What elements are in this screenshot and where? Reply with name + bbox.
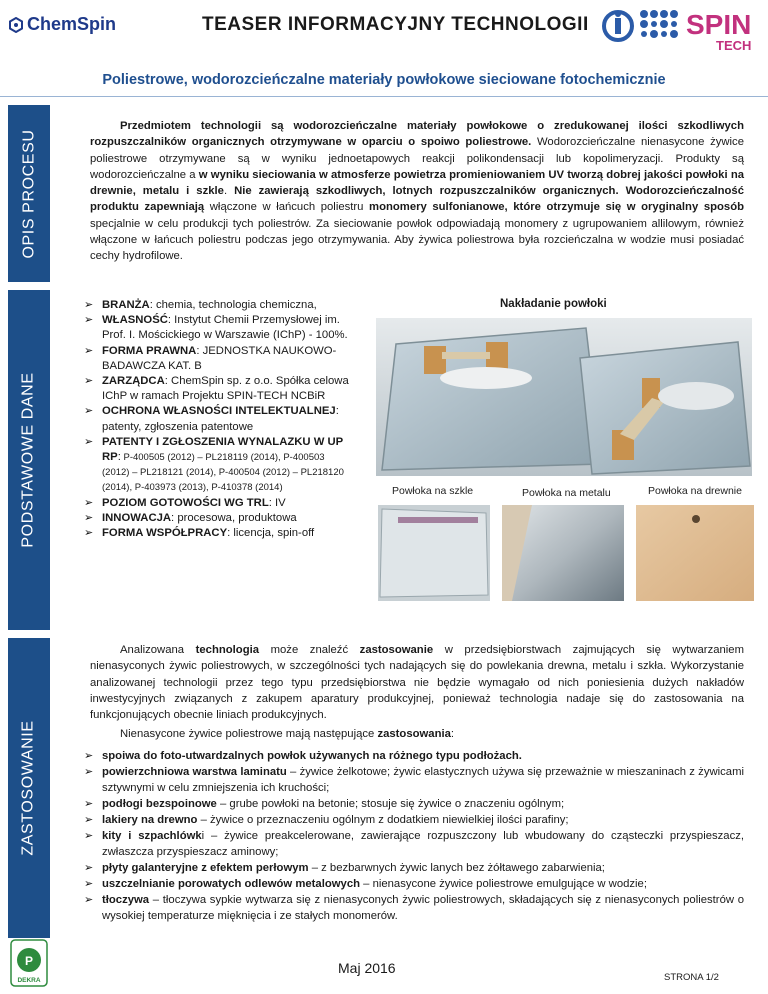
footer-date: Maj 2016 bbox=[338, 960, 396, 976]
opis-bold-3: Nie zawierają szkodliwych, lotnych rozpuszczalników organicznych. Wodorozcieńczalność produktu zapewniają bbox=[90, 185, 744, 214]
item-text: : procesowa, produktowa bbox=[171, 511, 297, 524]
opis-text-3: włączone w łańcuch poliestru bbox=[204, 201, 370, 214]
dekra-certificate-badge bbox=[9, 938, 49, 988]
list-item bbox=[84, 860, 744, 876]
wood-sample-photo bbox=[636, 505, 754, 601]
item-text: : JEDNOSTKA NAUKOWO-BADAWCZA KAT. B bbox=[102, 344, 337, 372]
item-label: INNOWACJA bbox=[102, 511, 172, 524]
page-title-text: TEASER INFORMACYJNY TECHNOLOGII bbox=[202, 14, 589, 35]
page-title bbox=[202, 14, 589, 36]
spin-tech-logo bbox=[602, 4, 762, 54]
item-text: – grube powłoki na betonie; stosuje się żywice o znaczeniu ogólnym; bbox=[216, 798, 565, 810]
item-text: : Instytut Chemii Przemysłowej im. Prof. I. Mościckiego w Warszawie (IChP) - 100%. bbox=[102, 314, 348, 342]
list-item bbox=[84, 404, 350, 434]
zastosowanie-intro bbox=[120, 726, 740, 742]
opis-bold-4: monomery sulfonianowe, które otrzymuje się w oryginalny sposób bbox=[369, 201, 744, 214]
item-patents: P-400505 (2012) – PL218119 (2014), P-400503 (2012) – PL218121 (2014), P-400504 (2012) – PL218120 (2014), P-403973 (2013), P-410378 (2014) bbox=[102, 452, 344, 494]
dekra-label: DEKRA bbox=[17, 977, 41, 984]
caption-wood: Powłoka na drewnie bbox=[648, 485, 742, 497]
list-item bbox=[84, 374, 350, 404]
opis-text-2: . bbox=[223, 185, 235, 198]
item-label: uszczelnianie porowatych odlewów metalowych bbox=[102, 878, 361, 890]
glass-sample-photo bbox=[378, 505, 490, 601]
list-item bbox=[84, 344, 350, 374]
sidebar-label-opis: OPIS PROCESU bbox=[20, 128, 38, 259]
zast-bold-b: technologia bbox=[195, 644, 260, 656]
spin-logo-text: SPIN bbox=[686, 9, 752, 40]
list-item bbox=[84, 764, 744, 796]
list-item bbox=[84, 796, 744, 812]
sidebar-podstawowe-dane bbox=[8, 290, 50, 630]
tech-logo-text: TECH bbox=[716, 38, 752, 53]
coating-application-photo bbox=[376, 318, 752, 476]
item-label: spoiwa do foto-utwardzalnych powłok używanych na różnego typu podłożach. bbox=[102, 750, 522, 762]
item-text: : IV bbox=[268, 496, 286, 509]
zast-intro-bold: zastosowania bbox=[377, 728, 451, 740]
item-label: BRANŻA bbox=[102, 299, 150, 311]
opis-bold-2: w wyniku sieciowania w atmosferze powietrza promieniowaniem UV tworzą dobrej jakości powłoki na drewnie, metalu i szkle bbox=[90, 168, 744, 198]
item-label: PATENTY I ZGŁOSZENIA WYNALAZKU W UP RP bbox=[102, 435, 343, 464]
list-item bbox=[84, 828, 744, 860]
list-item bbox=[84, 313, 350, 343]
list-item bbox=[84, 511, 350, 526]
photo-section-title: Nakładanie powłoki bbox=[500, 298, 607, 310]
item-text: : licencja, spin-off bbox=[227, 527, 315, 540]
svg-text:P: P bbox=[24, 954, 34, 968]
zast-text-c: może znaleźć bbox=[259, 644, 360, 656]
zast-text-e: w przedsiębiorstwach zajmujących się wytwarzaniem nienasyconych żywic poliestrowych, w szczególności tych nadających się do powlekania drewna, metalu i szkła. Wykorzystanie analizowanej technologii przez tego typu przedsiębiorstwa nie będzie wymagało od nich poniesienia dużych nakładów inwestycyjnych związanych z zakupem aparatury produkcyjnej, ponieważ technologia nadaje się do zastosowania na funkcjonujących obecnie liniach produkcyjnych. bbox=[90, 644, 744, 722]
item-label: płyty galanteryjne z efektem perłowym bbox=[102, 862, 309, 874]
document-subtitle: Poliestrowe, wodorozcieńczalne materiały powłokowe sieciowane fotochemicznie bbox=[102, 72, 666, 88]
sidebar-label-dane: PODSTAWOWE DANE bbox=[20, 372, 38, 548]
opis-paragraph bbox=[90, 118, 744, 265]
list-item bbox=[84, 496, 350, 511]
list-item bbox=[84, 298, 350, 313]
item-text: i – żywice preakcelerowane, zawierające rozpuszczony lub wbudowany do cząsteczki przyspieszacz, zwłaszcza przyspieszacz aminowy; bbox=[102, 830, 744, 858]
item-label: ZARZĄDCA bbox=[102, 375, 165, 388]
zast-text-a: Analizowana bbox=[120, 644, 196, 656]
basic-data-list bbox=[84, 298, 350, 541]
item-label: tłoczywa bbox=[102, 894, 150, 906]
item-text: – z bezbarwnych żywic lanych bez żółtawego zabarwienia; bbox=[308, 862, 605, 874]
chemspin-logo bbox=[8, 14, 116, 35]
item-label: FORMA PRAWNA bbox=[102, 344, 197, 357]
list-item bbox=[84, 812, 744, 828]
item-label: POZIOM GOTOWOŚCI WG TRL bbox=[102, 496, 269, 509]
sidebar-label-zastosowanie: ZASTOSOWANIE bbox=[20, 720, 37, 856]
item-label: powierzchniowa warstwa laminatu bbox=[102, 766, 287, 778]
item-label: kity i szpachlówk bbox=[102, 830, 202, 842]
zastosowanie-paragraph bbox=[90, 642, 744, 723]
metal-sample-photo bbox=[502, 505, 624, 601]
chemspin-hex-icon bbox=[8, 17, 24, 33]
list-item bbox=[84, 748, 744, 764]
zast-bold-d: zastosowanie bbox=[359, 644, 434, 656]
opis-bold-1: Przedmiotem technologii są wodorozcieńczalne materiały powłokowe o zredukowanej ilości szkodliwych rozpuszczalników organicznych otrzymywane w oparciu o spoiwo poliestrowe. bbox=[90, 120, 744, 149]
item-text: – żywice żelkotowe; żywic elastycznych używa się przeważnie w mieszaninach z żywicami sztywnymi w celu zmniejszenia ich kruchości; bbox=[102, 766, 744, 794]
list-item bbox=[84, 435, 350, 496]
chemspin-logo-text: ChemSpin bbox=[27, 14, 117, 34]
sidebar-zastosowanie bbox=[8, 638, 50, 938]
item-label: podłogi bezspoinowe bbox=[102, 798, 217, 810]
item-label: WŁASNOŚĆ bbox=[102, 314, 168, 327]
item-text: – żywice o przeznaczeniu ogólnym z dodatkiem niewielkiej ilości parafiny; bbox=[197, 814, 569, 826]
item-text: : ChemSpin sp. z o.o. Spółka celowa IChP w ramach Projektu SPIN-TECH NCBiR bbox=[102, 375, 349, 403]
item-text: : bbox=[117, 451, 121, 464]
list-item bbox=[84, 892, 744, 924]
item-text: – tłoczywa sypkie wytwarza się z nienasyconych żywic poliestrowych, składających się z nienasyconych poliestrów o wysokiej temperaturze mięknięcia i ze stałych monomerów. bbox=[102, 894, 744, 922]
item-label: FORMA WSPÓŁPRACY bbox=[102, 527, 228, 540]
applications-list bbox=[84, 748, 744, 924]
list-item bbox=[84, 876, 744, 892]
zast-intro-colon: : bbox=[450, 728, 455, 740]
opis-text-4: specjalnie w celu produkcji tych poliestrów. Za sieciowanie powłok odpowiadają monomery z ugrupowaniem allilowym, również włączone w łańcuch poliestru podczas jego otrzymywania. Aby żywica poliestrowa była rozcieńczalna w wodzie musi posiadać cechy hydrofilowe. bbox=[90, 217, 744, 263]
sidebar-opis-procesu bbox=[8, 105, 50, 282]
caption-glass: Powłoka na szkle bbox=[392, 485, 474, 497]
item-label: lakiery na drewno bbox=[102, 814, 198, 826]
item-text: : chemia, technologia chemiczna, bbox=[149, 299, 317, 311]
zast-intro-text: Nienasycone żywice poliestrowe mają następujące bbox=[120, 728, 378, 740]
item-text: : patenty, zgłoszenia patentowe bbox=[102, 405, 339, 433]
item-label: OCHRONA WŁASNOŚCI INTELEKTUALNEJ bbox=[102, 405, 336, 418]
opis-text-1: Wodorozcieńczalne nienasycone żywice poliestrowe otrzymywane są w wyniku jednoetapowych reakcji polikondensacji lub kopolimeryzacji. Produkty są wodorozcieńczalne a bbox=[90, 136, 744, 181]
footer-page-number: STRONA 1/2 bbox=[664, 972, 719, 983]
caption-metal: Powłoka na metalu bbox=[522, 487, 611, 499]
item-text: – nienasycone żywice poliestrowe emulgujące w wodzie; bbox=[360, 878, 647, 890]
list-item bbox=[84, 526, 350, 541]
header-divider bbox=[0, 96, 768, 97]
